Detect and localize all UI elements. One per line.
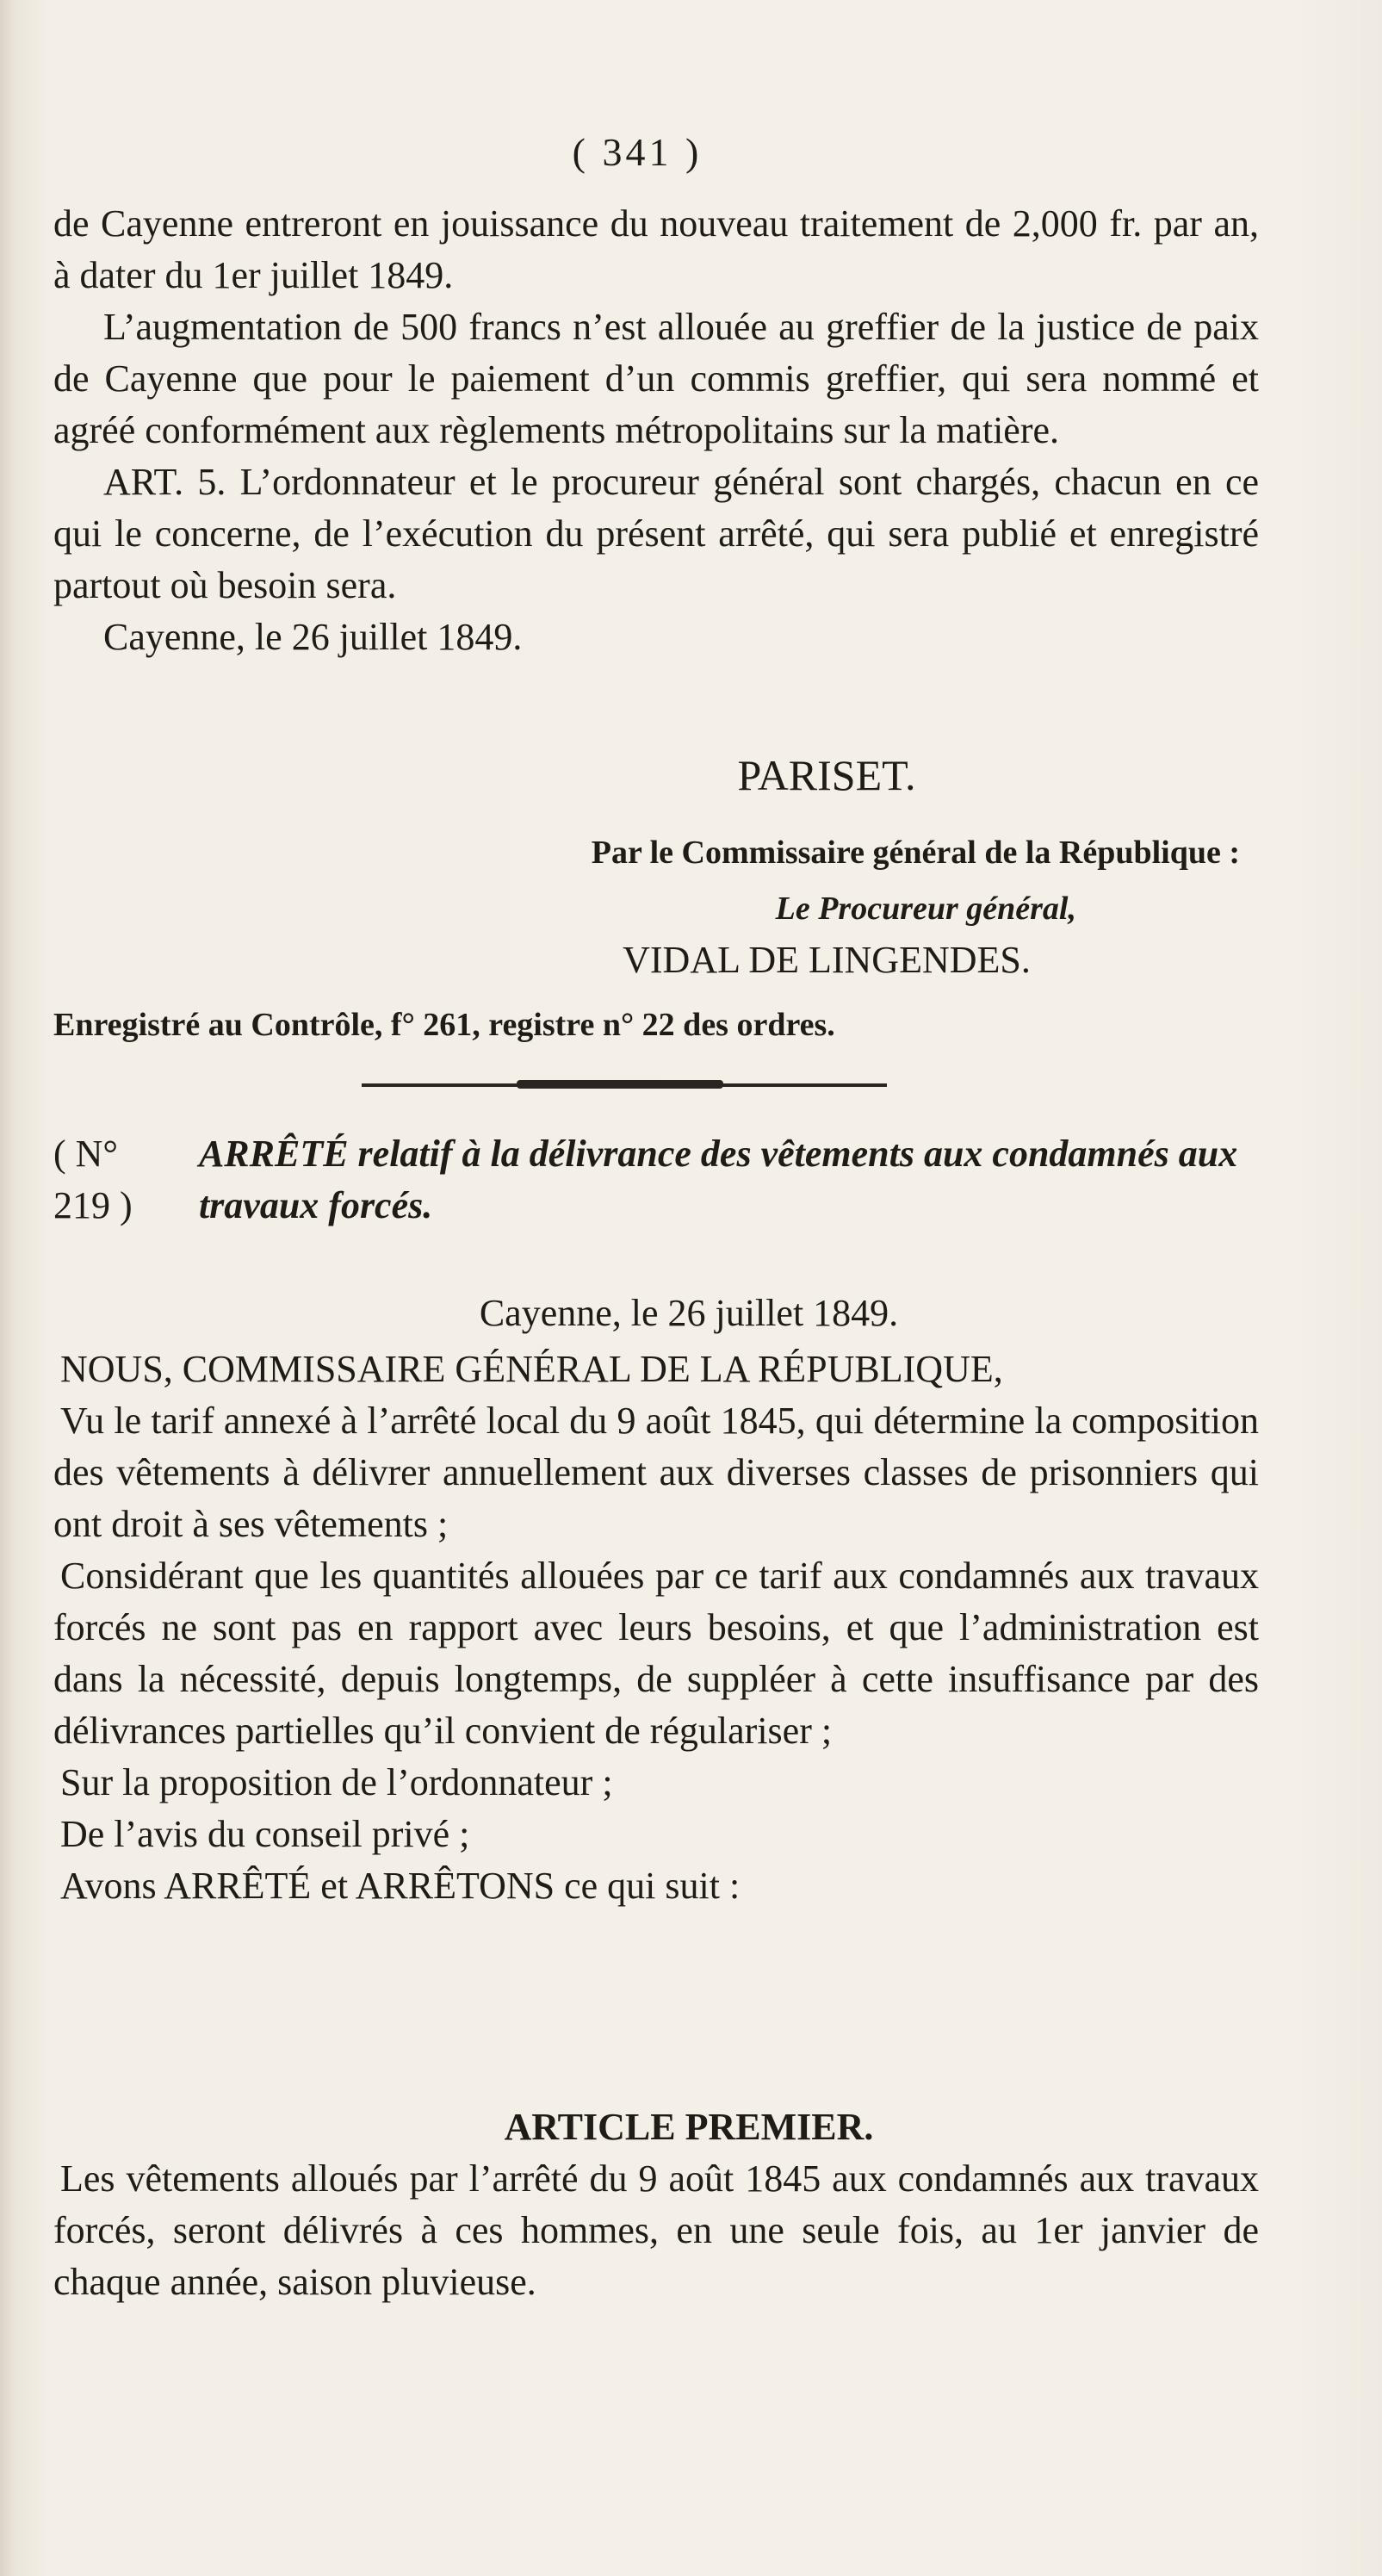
signature-pariset: PARISET. xyxy=(737,751,916,799)
paragraph: de Cayenne entreront en jouissance du nouveau traitement de 2,000 fr. par an, à dater du 1er juillet 1849. xyxy=(53,202,1259,296)
registration-note: Enregistré au Contrôle, f° 261, registre n° 22 des ordres. xyxy=(53,1007,835,1043)
article-body xyxy=(53,2153,1259,2308)
paragraph: Vu le tarif annexé à l’arrêté local du 9 août 1845, qui détermine la composition des vêtements à délivrer annuellement aux diverses classes de prisonniers qui ont droit à ses vêtements ; xyxy=(53,1400,1259,1545)
decree-date: Cayenne, le 26 juillet 1849. xyxy=(479,1292,899,1334)
paragraph: Les vêtements alloués par l’arrêté du 9 août 1845 aux condamnés aux travaux forcés, seront délivrés à ces hommes, en une seule fois, au 1er janvier de chaque année, saison pluvieuse. xyxy=(53,2157,1259,2303)
decree-header xyxy=(53,1128,1259,1232)
paragraph: Avons ARRÊTÉ et ARRÊTONS ce qui suit : xyxy=(60,1865,741,1907)
paragraph: L’augmentation de 500 francs n’est allouée au greffier de la justice de paix de Cayenne que pour le paiement d’un commis greffier, qui sera nommé et agréé conformément aux règlements métropolitains sur la matière. xyxy=(53,306,1259,451)
paragraph: Considérant que les quantités allouées par ce tarif aux condamnés aux travaux forcés ne sont pas en rapport avec leurs besoins, et que l’administration est dans la nécessité, depuis longtemps, de suppléer à cette insuffisance par des délivrances partielles qu’il convient de régulariser ; xyxy=(53,1555,1259,1752)
paragraph: ART. 5. L’ordonnateur et le procureur général sont chargés, chacun en ce qui le concerne, de l’exécution du présent arrêté, qui sera publié et enregistré partout où besoin sera. xyxy=(53,461,1259,606)
body-text-1 xyxy=(53,198,1259,663)
paragraph: NOUS, COMMISSAIRE GÉNÉRAL DE LA RÉPUBLIQUE, xyxy=(60,1348,1003,1390)
page-number: ( 341 ) xyxy=(572,130,703,174)
signature-line: Par le Commissaire général de la République : xyxy=(591,835,1240,871)
decree-number: ( N° 219 ) xyxy=(53,1133,133,1226)
signature-title: Le Procureur général, xyxy=(775,891,1076,927)
divider-center xyxy=(517,1080,723,1089)
signature-vidal: VIDAL DE LINGENDES. xyxy=(623,939,1031,981)
paragraph: Sur la proposition de l’ordonnateur ; xyxy=(60,1761,613,1803)
paragraph: De l’avis du conseil privé ; xyxy=(60,1813,470,1855)
decree-body xyxy=(53,1344,1259,1912)
article-heading: ARTICLE PREMIER. xyxy=(504,2106,874,2148)
paragraph: Cayenne, le 26 juillet 1849. xyxy=(103,616,523,658)
decree-title: ARRÊTÉ relatif à la délivrance des vêtements aux condamnés aux travaux forcés. xyxy=(198,1133,1238,1226)
